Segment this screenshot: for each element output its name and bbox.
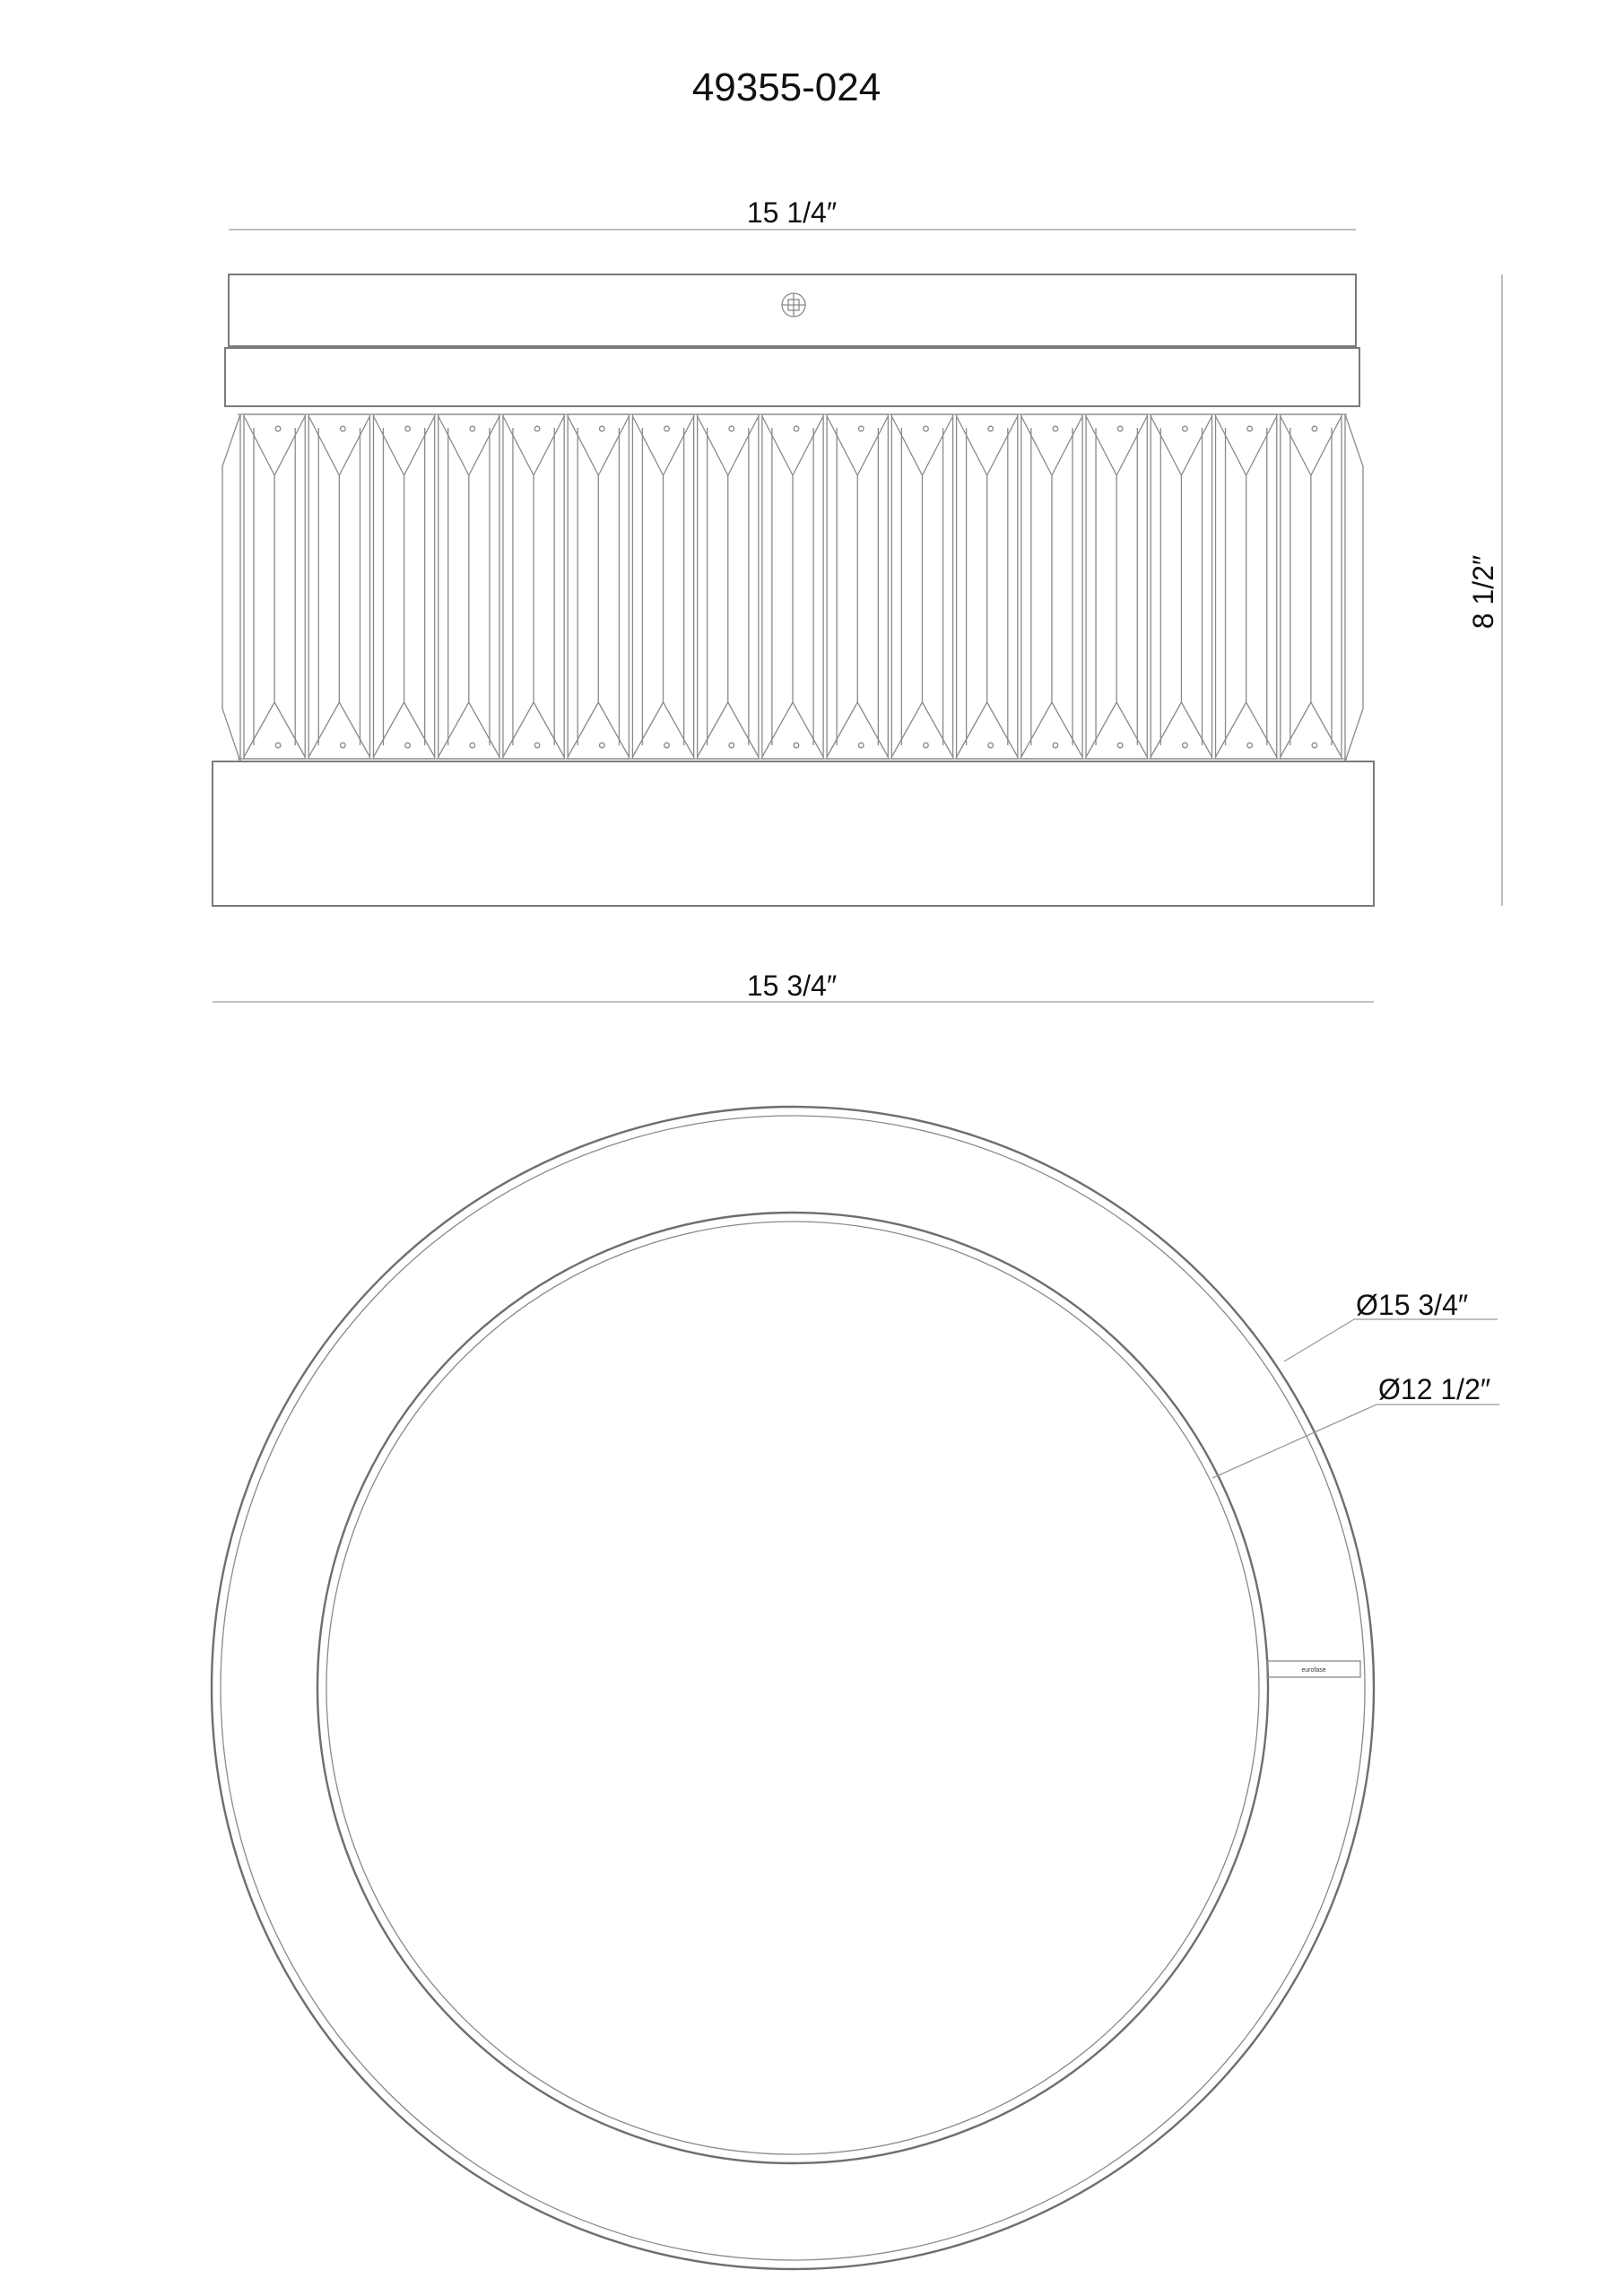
crystal-pin-hole-bottom xyxy=(341,743,346,748)
outer-diameter-label: Ø15 3/4″ xyxy=(1356,1289,1469,1321)
crystal-pin-hole-bottom xyxy=(1053,743,1058,748)
outer-ring xyxy=(212,1107,1374,2269)
top-width-dimension-label: 15 1/4″ xyxy=(746,196,838,229)
crystal-pin-hole-bottom xyxy=(599,743,604,748)
crystal-bottom-facet xyxy=(698,702,759,757)
crystal-bottom-facet xyxy=(439,702,499,757)
crystal-bottom-facet xyxy=(503,702,564,757)
model-number: 49355-024 xyxy=(691,65,881,109)
crystal-bottom-facet xyxy=(1021,702,1082,757)
crystal-bottom-facet xyxy=(373,702,434,757)
outer-ring-inner-edge xyxy=(221,1116,1365,2260)
crystal-pin-hole-top xyxy=(599,426,604,431)
crystal-pin-hole-bottom xyxy=(924,743,929,748)
elevation-view xyxy=(213,196,1502,1002)
inner-ring xyxy=(317,1213,1268,2163)
crystal-pin-hole-top xyxy=(924,426,929,431)
crystal-pin-hole-bottom xyxy=(858,743,864,748)
height-dimension-label: 8 1/2″ xyxy=(1467,554,1499,630)
crystal-top-facet xyxy=(308,416,369,475)
crystal-top-facet xyxy=(957,416,1018,475)
inner-diameter-label: Ø12 1/2″ xyxy=(1378,1373,1491,1405)
crystal-pin-hole-top xyxy=(664,426,670,431)
plan-view xyxy=(212,1107,1499,2269)
crystal-top-facet xyxy=(1281,416,1342,475)
outer-diameter-leader xyxy=(1284,1319,1498,1361)
crystal-pin-hole-bottom xyxy=(275,743,281,748)
crystal-pin-hole-top xyxy=(405,426,411,431)
top-ring xyxy=(225,348,1359,406)
crystal-bottom-facet xyxy=(632,702,693,757)
crystal-pin-hole-bottom xyxy=(1183,743,1188,748)
crystal-pin-hole-top xyxy=(275,426,281,431)
crystal-pin-hole-bottom xyxy=(664,743,670,748)
crystal-bottom-facet xyxy=(762,702,823,757)
inner-ring-inner-edge xyxy=(326,1222,1259,2154)
crystal-bottom-facet xyxy=(1281,702,1342,757)
crystal-top-facet xyxy=(1216,416,1277,475)
crystal-bottom-facet xyxy=(244,702,305,757)
crystal-pin-hole-top xyxy=(729,426,734,431)
bottom-width-dimension-label: 15 3/4″ xyxy=(746,970,838,1002)
crystal-pin-hole-top xyxy=(1247,426,1253,431)
crystal-bottom-facet xyxy=(1151,702,1211,757)
crystal-top-facet xyxy=(439,416,499,475)
side-crystal-left xyxy=(222,414,240,761)
crystal-pin-hole-bottom xyxy=(1117,743,1123,748)
crystal-pin-hole-top xyxy=(858,426,864,431)
crystal-pin-hole-bottom xyxy=(1312,743,1317,748)
crystal-top-facet xyxy=(1086,416,1147,475)
crystal-top-facet xyxy=(568,416,629,475)
crystal-bottom-facet xyxy=(957,702,1018,757)
crystal-pin-hole-bottom xyxy=(729,743,734,748)
crystal-pin-hole-top xyxy=(1183,426,1188,431)
crystal-top-facet xyxy=(632,416,693,475)
crystal-bottom-facet xyxy=(308,702,369,757)
crystal-top-facet xyxy=(244,416,305,475)
crystal-pin-hole-top xyxy=(534,426,540,431)
crystal-bottom-facet xyxy=(1086,702,1147,757)
crystal-pin-hole-top xyxy=(341,426,346,431)
crystal-pin-hole-top xyxy=(470,426,475,431)
crystal-top-facet xyxy=(827,416,888,475)
crystal-top-facet xyxy=(1021,416,1082,475)
inner-diameter-leader xyxy=(1212,1405,1499,1478)
crystal-top-facet xyxy=(698,416,759,475)
crystal-bottom-facet xyxy=(827,702,888,757)
crystal-pin-hole-top xyxy=(1312,426,1317,431)
crystal-pin-hole-bottom xyxy=(794,743,799,748)
logo-plate xyxy=(1267,1661,1360,1677)
crystal-top-facet xyxy=(373,416,434,475)
crystal-pin-hole-bottom xyxy=(470,743,475,748)
bottom-drum xyxy=(213,761,1374,906)
crystal-bottom-facet xyxy=(891,702,952,757)
crystal-pin-hole-top xyxy=(794,426,799,431)
crystal-pin-hole-top xyxy=(1053,426,1058,431)
crystal-pin-hole-bottom xyxy=(405,743,411,748)
crystal-bottom-facet xyxy=(1216,702,1277,757)
crystal-pin-hole-bottom xyxy=(988,743,994,748)
side-crystal-right xyxy=(1345,414,1363,761)
mounting-screw-icon xyxy=(782,293,805,317)
crystal-pin-hole-bottom xyxy=(1247,743,1253,748)
crystal-pin-hole-bottom xyxy=(534,743,540,748)
crystal-bottom-facet xyxy=(568,702,629,757)
logo-text: eurofase xyxy=(1301,1667,1326,1674)
crystal-band xyxy=(222,414,1363,761)
crystal-pin-hole-top xyxy=(988,426,994,431)
crystal-top-facet xyxy=(1151,416,1211,475)
crystal-top-facet xyxy=(891,416,952,475)
crystal-pin-hole-top xyxy=(1117,426,1123,431)
crystal-top-facet xyxy=(503,416,564,475)
crystal-top-facet xyxy=(762,416,823,475)
